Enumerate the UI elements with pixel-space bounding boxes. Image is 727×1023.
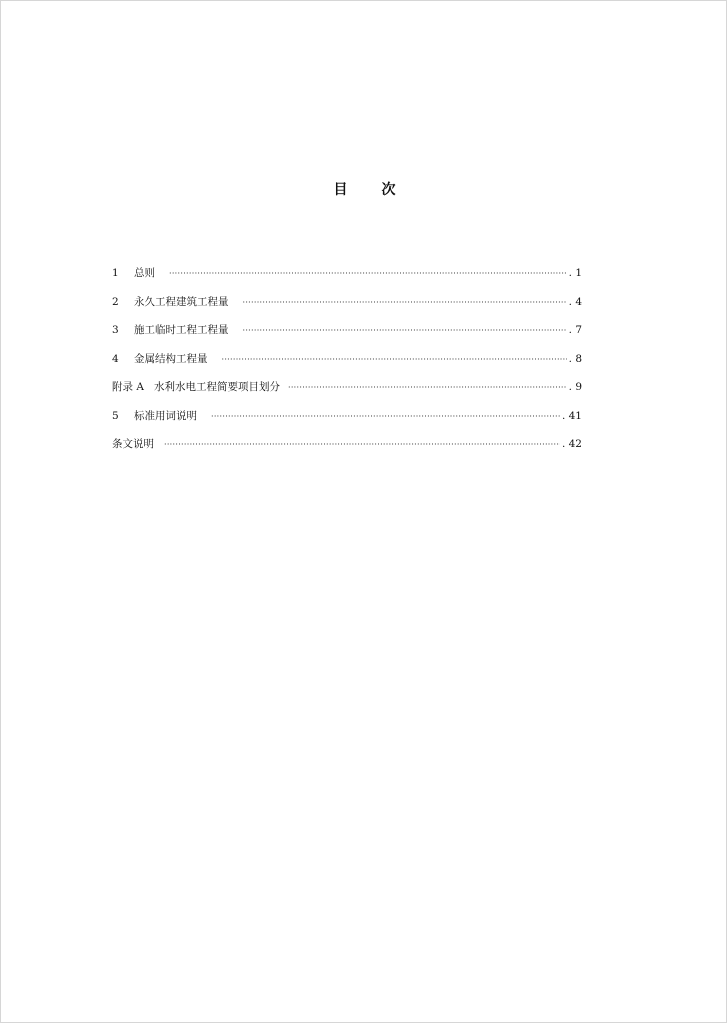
toc-entry-permanent-works[interactable] xyxy=(112,294,582,323)
toc-title-char-1: 目 xyxy=(333,182,348,198)
table-of-contents xyxy=(112,265,582,465)
toc-entry-label: 施工临时工程工程量 xyxy=(134,324,229,336)
toc-entry-page: . 4 xyxy=(568,295,582,308)
toc-entry-general[interactable] xyxy=(112,265,582,294)
toc-entry-temporary-works[interactable] xyxy=(112,322,582,351)
toc-entry-label: 标准用词说明 xyxy=(134,409,197,422)
toc-entry-label: 永久工程建筑工程量 xyxy=(134,295,229,308)
toc-entry-appendix-a[interactable] xyxy=(112,379,582,408)
toc-leader-dots xyxy=(211,409,560,425)
toc-leader-dots xyxy=(243,323,567,339)
toc-entry-page: . 1 xyxy=(568,267,582,279)
toc-entry-page: . 7 xyxy=(568,324,582,336)
toc-entry-number: 3 xyxy=(112,324,119,336)
toc-leader-dots xyxy=(169,266,567,282)
toc-entry-number: 1 xyxy=(112,267,119,279)
toc-entry-label: 金属结构工程量 xyxy=(134,352,208,365)
toc-leader-dots xyxy=(164,437,560,453)
toc-entry-label: 总则 xyxy=(134,267,155,279)
toc-leader-dots xyxy=(243,295,567,311)
toc-title xyxy=(1,179,727,199)
toc-title-char-2: 次 xyxy=(381,182,396,198)
toc-entry-label: 条文说明 xyxy=(112,438,154,450)
toc-entry-page: . 41 xyxy=(561,409,582,422)
toc-entry-page: . 42 xyxy=(561,438,582,450)
toc-entry-number: 4 xyxy=(112,352,119,365)
toc-leader-dots xyxy=(222,352,567,368)
toc-entry-metal-structure[interactable] xyxy=(112,351,582,380)
toc-entry-number: 2 xyxy=(112,295,119,308)
toc-entry-page: . 8 xyxy=(568,352,582,365)
toc-leader-dots xyxy=(288,380,567,396)
toc-entry-number: 附录 A xyxy=(112,381,144,393)
toc-entry-number: 5 xyxy=(112,409,119,422)
toc-entry-page: . 9 xyxy=(568,381,582,393)
toc-entry-explanation[interactable] xyxy=(112,436,582,465)
toc-entry-terminology[interactable] xyxy=(112,408,582,437)
toc-entry-label: 水利水电工程简要项目划分 xyxy=(154,381,280,393)
